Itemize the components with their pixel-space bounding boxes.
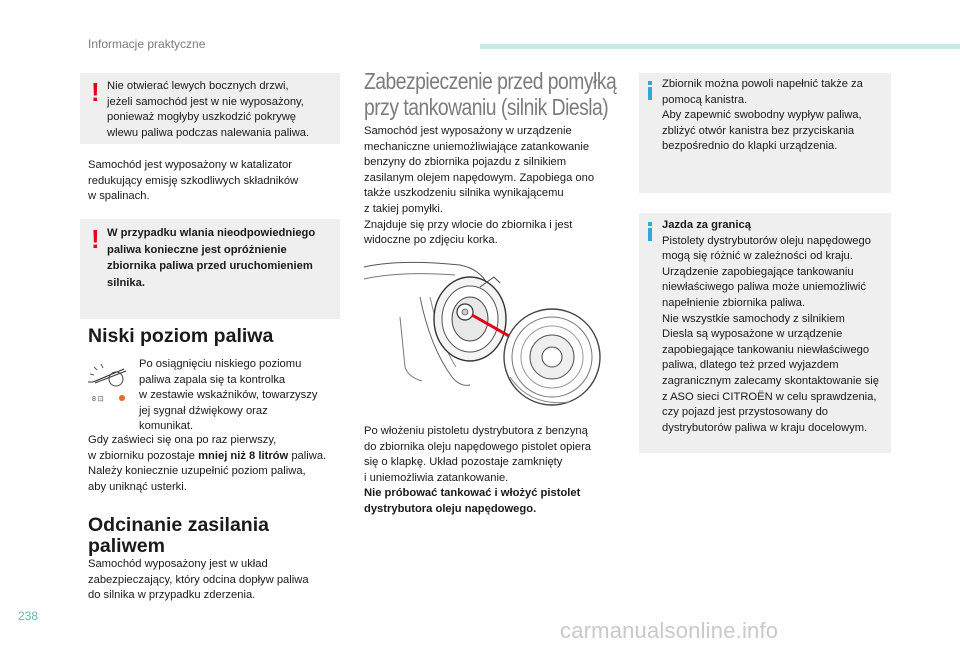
warning-icon: !: [91, 224, 100, 254]
svg-text:8 ⊡: 8 ⊡: [92, 396, 104, 403]
fuel-cutoff-text: Samochód wyposażony jest w układ zabezpieczający, który odcina dopływ paliwa do silnika w przypadku zderzenia.: [88, 558, 309, 602]
info-abroad-text: Jazda za granicą Pistolety dystrybutorów oleju napędowego mogą się różnić w zależności od kraju. Urządzenie zapobiegające tankowaniu niewłaściwego paliwa może uniemożliwić napełnienie zbiornika paliwa. Nie wszystkie samochody z silnikiem Diesla są wyposażone w urządzenie zapobiegające tankowaniu niewłaściwego paliwa, dlatego też przed wyjazdem zagranicznym zalecamy skontaktowanie się z ASO sieci CITROËN w celu sprawdzenia, czy pojazd jest przystosowany do dystrybutorów paliwa w kraju docelowym.: [662, 219, 880, 434]
warning-doors-text: Nie otwierać lewych bocznych drzwi, jeżeli samochód jest w nie wyposażony, ponieważ mogłyby uszkodzić pokrywę wlewu paliwa podczas nalewania paliwa.: [107, 80, 310, 139]
low-fuel-title: Niski poziom paliwa: [88, 325, 274, 347]
misfuel-intro: Samochód jest wyposażony w urządzenie mechaniczne uniemożliwiające zatankowanie benzyny do zbiornika pojazdu z silnikiem zasilanym olejem napędowym. Zapobiega ono także uszkodzeniu silnika wynikającemu z takiej pomyłki. Znajduje się przy wlocie do zbiornika i jest widoczne po zdjęciu korka.: [364, 125, 595, 247]
header-accent-bar: [480, 44, 960, 49]
warning-icon: !: [91, 77, 100, 107]
catalyst-paragraph: Samochód jest wyposażony w katalizator redukujący emisję szkodliwych składników w spalinach.: [88, 159, 299, 203]
info-icon-dot: [648, 222, 652, 226]
info-abroad-title: Jazda za granicą: [662, 219, 751, 231]
info-icon: [648, 87, 652, 100]
fuel-cutoff-title: Odcinanie zasilania paliwem: [88, 514, 269, 557]
warning-fuel-text: W przypadku wlania nieodpowiedniego paliwa konieczne jest opróżnienie zbiornika paliwa przed uruchomieniem silnika.: [107, 227, 316, 289]
info-canister-text: Zbiornik można powoli napełnić także za pomocą kanistra. Aby zapewnić swobodny wypływ paliwa, zbliżyć otwór kanistra bez przyciskania bezpośrednio do klapki urządzenia.: [662, 78, 863, 153]
info-icon-dot: [648, 81, 652, 85]
low-fuel-lamp-text: Po osiągnięciu niskiego poziomu paliwa zapala się ta kontrolka w zestawie wskaźników, towarzyszy jej sygnał dźwiękowy oraz komunikat.: [139, 358, 318, 433]
low-fuel-warning-lamp-icon: [86, 360, 130, 404]
watermark: carmanualsonline.info: [560, 618, 779, 643]
fuel-filler-illustration: [360, 257, 606, 410]
misfuel-title: Zabezpieczenie przed pomyłką przy tankowaniu (silnik Diesla): [364, 68, 617, 120]
section-header: Informacje praktyczne: [88, 37, 206, 51]
misfuel-after-text: Po włożeniu pistoletu dystrybutora z benzyną do zbiornika oleju napędowego pistolet opiera się o klapkę. Układ pozostaje zamknięty i uniemożliwia zatankowanie. Nie próbować tankować i włożyć pistolet dystrybutora oleju napędowego.: [364, 425, 592, 515]
page-number: 238: [18, 609, 39, 623]
low-fuel-paragraph: Gdy zaświeci się ona po raz pierwszy, w zbiorniku pozostaje mniej niż 8 litrów paliwa. Należy koniecznie uzupełnić poziom paliwa, aby uniknąć usterki.: [88, 434, 327, 493]
info-icon: [648, 228, 652, 241]
